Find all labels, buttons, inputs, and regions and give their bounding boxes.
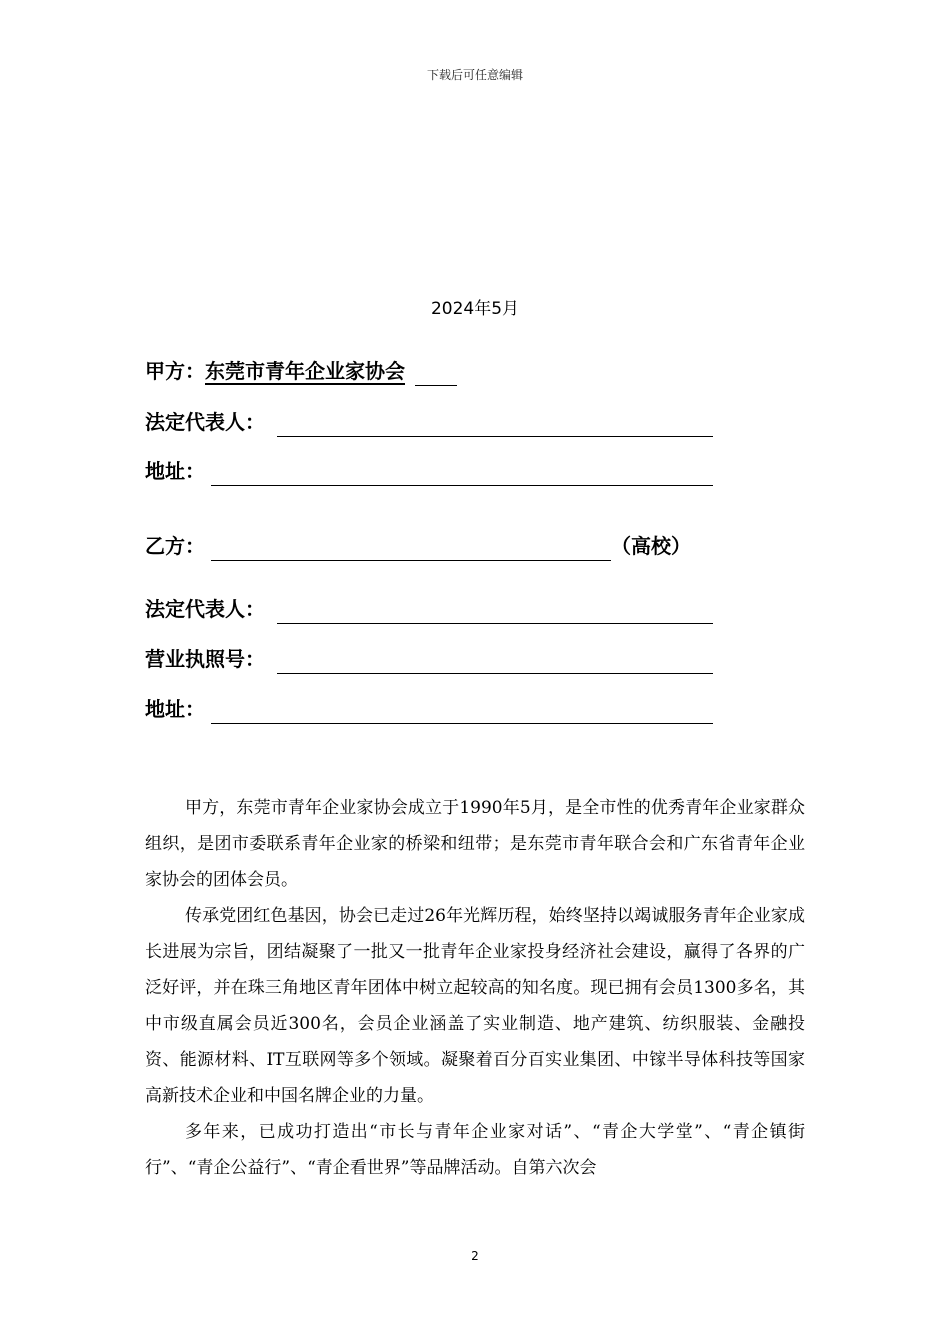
party-a-address-blank[interactable]: [211, 485, 713, 486]
party-b-license-row: [145, 644, 715, 674]
party-b-address-blank[interactable]: [211, 723, 713, 724]
party-a-legal-rep-row: [145, 407, 715, 437]
party-a-legal-rep-label: 法定代表人：: [145, 410, 265, 434]
party-b-name-blank[interactable]: [211, 560, 611, 561]
party-b-suffix: （高校）: [611, 534, 691, 558]
page-number: 2: [471, 1249, 479, 1263]
paragraph-intro: 甲方，东莞市青年企业家协会成立于1990年5月，是全市性的优秀青年企业家群众组织，是团市委联系青年企业家的桥梁和纽带；是东莞市青年联合会和广东省青年企业家协会的团体会员。: [145, 798, 805, 890]
party-b-legal-rep-row: [145, 594, 715, 624]
party-b-label: 乙方：: [145, 534, 205, 558]
body-text: [145, 790, 805, 1186]
party-a-name-underline-tail: [415, 385, 457, 386]
paragraph-history: 传承党团红色基因，协会已走过26年光辉历程，始终坚持以竭诚服务青年企业家成长进展为宗旨，团结凝聚了一批又一批青年企业家投身经济社会建设，赢得了各界的广泛好评，并在珠三角地区青年团体中树立起较高的知名度。现已拥有会员1300多名，其中市级直属会员近300名，会员企业涵盖了实业制造、地产建筑、纺织服装、金融投资、能源材料、IT互联网等多个领域。凝聚着百分百实业集团、中镓半导体科技等国家高新技术企业和中国名牌企业的力量。: [145, 906, 805, 1106]
party-b-row: [145, 531, 715, 561]
party-b-address-label: 地址：: [145, 697, 205, 721]
header-note: 下载后可任意编辑: [426, 68, 523, 82]
party-a-address-label: 地址：: [145, 459, 205, 483]
party-b-license-blank[interactable]: [277, 673, 713, 674]
document-date: 2024年5月: [430, 299, 520, 319]
party-b-legal-rep-blank[interactable]: [277, 623, 713, 624]
party-a-legal-rep-blank[interactable]: [277, 436, 713, 437]
party-a-name: 东莞市青年企业家协会: [205, 359, 405, 383]
paragraph-activities: 多年来，已成功打造出“市长与青年企业家对话”、“青企大学堂”、“青企镇街行”、“青企公益行”、“青企看世界”等品牌活动。自第六次会: [145, 1122, 805, 1178]
party-a-row: [145, 356, 405, 386]
party-b-legal-rep-label: 法定代表人：: [145, 597, 265, 621]
party-b-address-row: [145, 694, 715, 724]
party-a-label: 甲方：: [145, 359, 205, 383]
party-a-address-row: [145, 456, 715, 486]
party-b-license-label: 营业执照号：: [145, 647, 265, 671]
